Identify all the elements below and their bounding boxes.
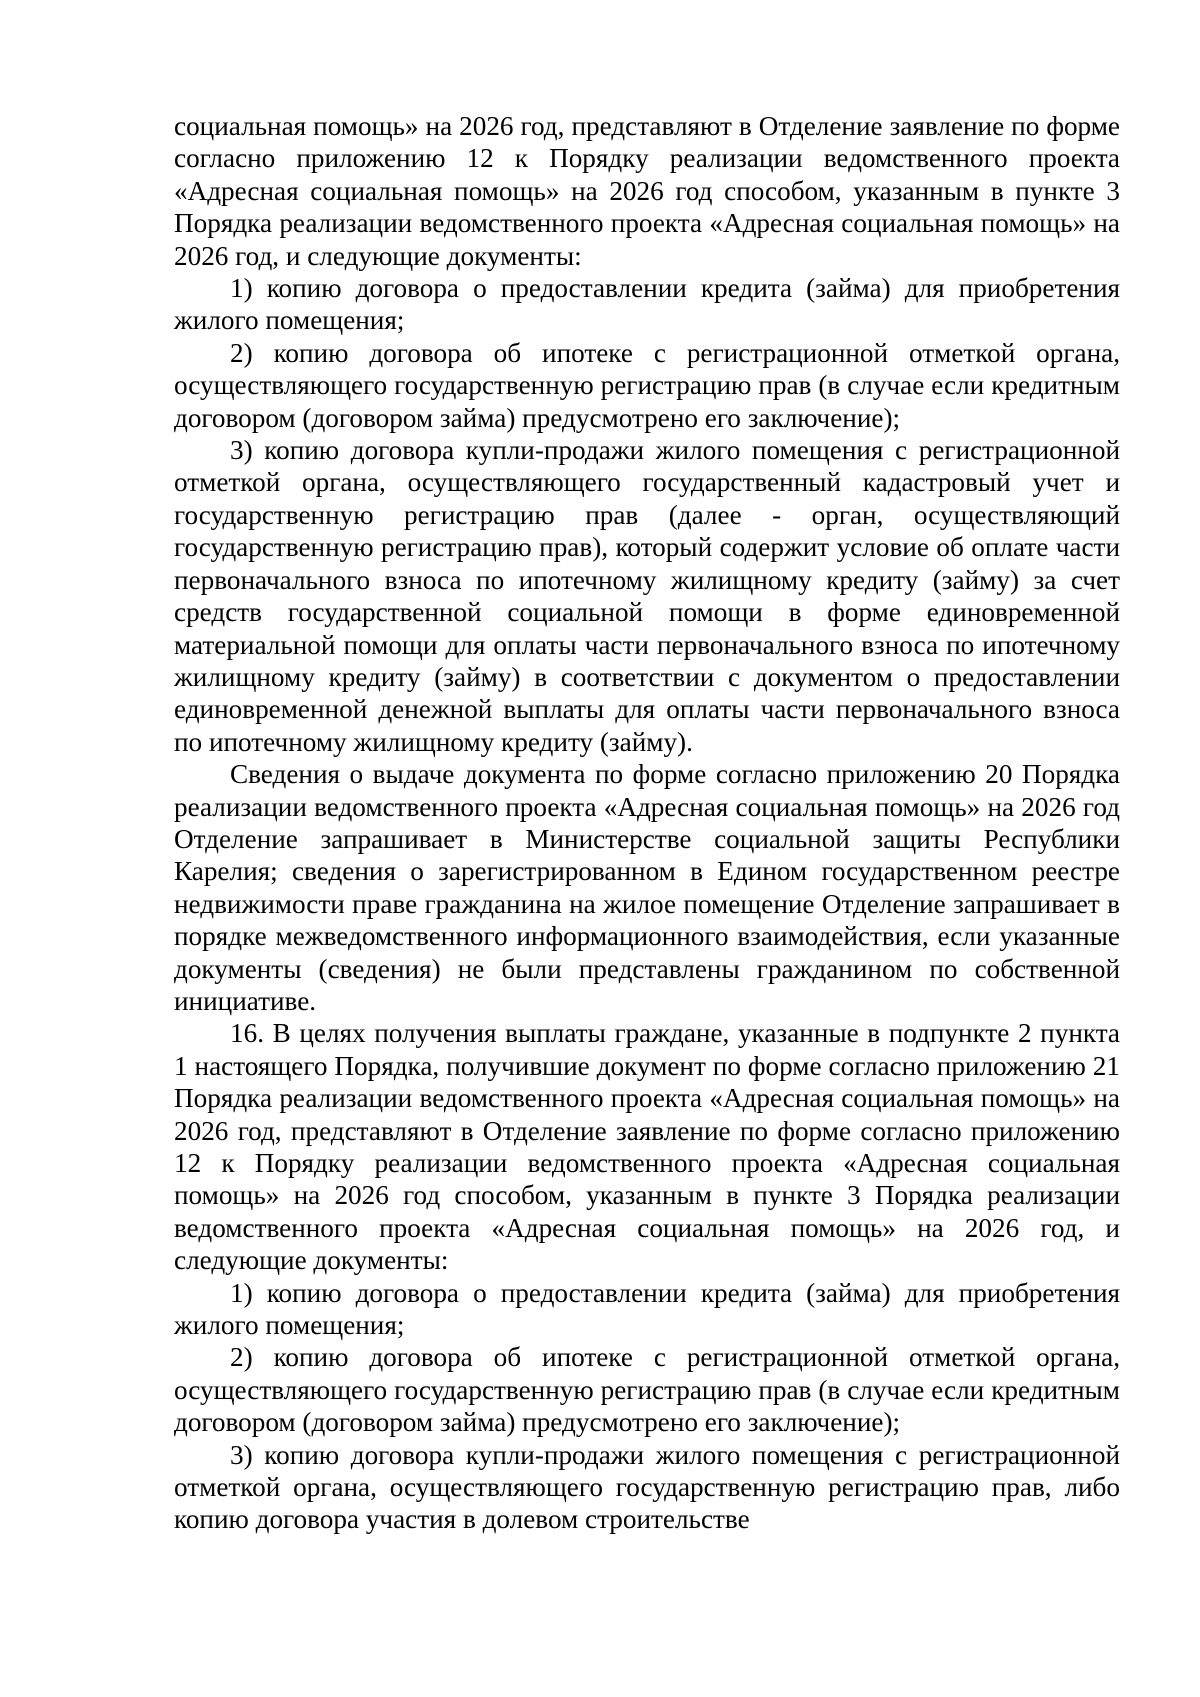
paragraph-item-2-mortgage-agreement-2: 2) копию договора об ипотеке с регистрационной отметкой органа, осуществляющего государственную регистрацию прав (в случае если кредитным договором (договором займа) предусмотрено его заключение); (174, 1342, 1120, 1438)
paragraph-item-1-credit-agreement: 1) копию договора о предоставлении кредита (займа) для приобретения жилого помещения; (174, 273, 1120, 336)
paragraph-item-3-sale-agreement-2: 3) копию договора купли-продажи жилого помещения с регистрационной отметкой органа, осуществляющего государственную регистрацию прав, либо копию договора участия в долевом строительстве (174, 1439, 1120, 1535)
document-page (174, 110, 1120, 1536)
paragraph-information-request: Сведения о выдаче документа по форме согласно приложению 20 Порядка реализации ведомственного проекта «Адресная социальная помощь» на 2026 год Отделение запрашивает в Министерстве социальной защиты Республики Карелия; сведения о зарегистрированном в Едином государственном реестре недвижимости праве гражданина на жилое помещение Отделение запрашивает в порядке межведомственного информационного взаимодействия, если указанные документы (сведения) не были представлены гражданином по собственной инициативе. (174, 759, 1120, 1016)
paragraph-item-1-credit-agreement-2: 1) копию договора о предоставлении кредита (займа) для приобретения жилого помещения; (174, 1277, 1120, 1341)
paragraph-clause-16: 16. В целях получения выплаты граждане, указанные в подпункте 2 пункта 1 настоящего Порядка, получившие документ по форме согласно приложению 21 Порядка реализации ведомственного проекта «Адресная социальная помощь» на 2026 год, представляют в Отделение заявление по форме согласно приложению 12 к Порядку реализации ведомственного проекта «Адресная социальная помощь» на 2026 год способом, указанным в пункте 3 Порядка реализации ведомственного проекта «Адресная социальная помощь» на 2026 год, и следующие документы: (174, 1018, 1120, 1276)
paragraph-continuation: социальная помощь» на 2026 год, представляют в Отделение заявление по форме согласно приложению 12 к Порядку реализации ведомственного проекта «Адресная социальная помощь» на 2026 год способом, указанным в пункте 3 Порядка реализации ведомственного проекта «Адресная социальная помощь» на 2026 год, и следующие документы: (174, 111, 1120, 271)
paragraph-item-2-mortgage-agreement: 2) копию договора об ипотеке с регистрационной отметкой органа, осуществляющего государственную регистрацию прав (в случае если кредитным договором (договором займа) предусмотрено его заключение); (174, 337, 1120, 433)
paragraph-item-3-sale-agreement: 3) копию договора купли-продажи жилого помещения с регистрационной отметкой органа, осуществляющего государственный кадастровый учет и государственную регистрацию прав (далее - орган, осуществляющий государственную регистрацию прав), который содержит условие об оплате части первоначального взноса по ипотечному жилищному кредиту (займу) за счет средств государственной социальной помощи в форме единовременной материальной помощи для оплаты части первоначального взноса по ипотечному жилищному кредиту (займу) в соответствии с документом о предоставлении единовременной денежной выплаты для оплаты части первоначального взноса по ипотечному жилищному кредиту (займу). (174, 435, 1120, 757)
